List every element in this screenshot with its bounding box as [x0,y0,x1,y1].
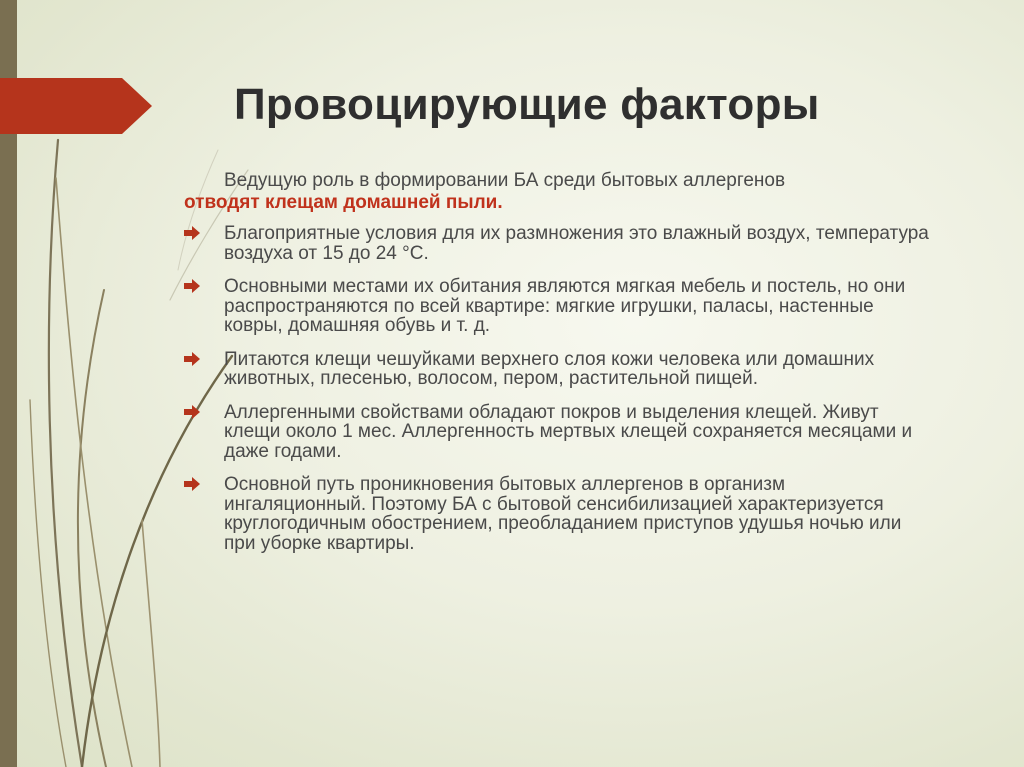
title-arrow-shape [0,78,152,134]
bullet-text: Питаются клещи чешуйками верхнего слоя кожи человека или домашних животных, плесенью, волосом, пером, растительной пищей. [224,348,875,389]
arrow-right-icon [184,405,200,419]
arrow-right-icon [184,352,200,366]
bullet-list [184,224,929,567]
list-item [184,475,929,553]
bullet-text: Благоприятные условия для их размножения это влажный воздух, температура воздуха от 15 до 24 °С. [224,223,929,264]
arrow-right-icon [184,477,200,491]
slide-title: Провоцирующие факторы [234,80,820,129]
list-item [184,403,929,462]
bullet-text: Основными местами их обитания являются мягкая мебель и постель, но они распространяются по всей квартире: мягкие игрушки, паласы, настенные ковры, домашняя обувь и т. д. [224,276,906,336]
list-item [184,277,929,336]
list-item [184,224,929,263]
arrow-right-icon [184,226,200,240]
arrow-right-icon [184,279,200,293]
intro-emphasis: отводят клещам домашней пыли. [184,192,503,213]
bullet-text: Основной путь проникновения бытовых аллергенов в организм ингаляционный. Поэтому БА с бытовой сенсибилизацией характеризуется круглогодичным обострением, преобладанием приступов удушья ночью или при уборке квартиры. [224,474,902,554]
intro-text: Ведущую роль в формировании БА среди бытовых аллергенов [224,170,786,191]
list-item [184,350,929,389]
bullet-text: Аллергенными свойствами обладают покров и выделения клещей. Живут клещи около 1 мес. Аллергенность мертвых клещей сохраняется месяцами и даже годами. [224,401,913,462]
intro-paragraph [184,170,924,214]
